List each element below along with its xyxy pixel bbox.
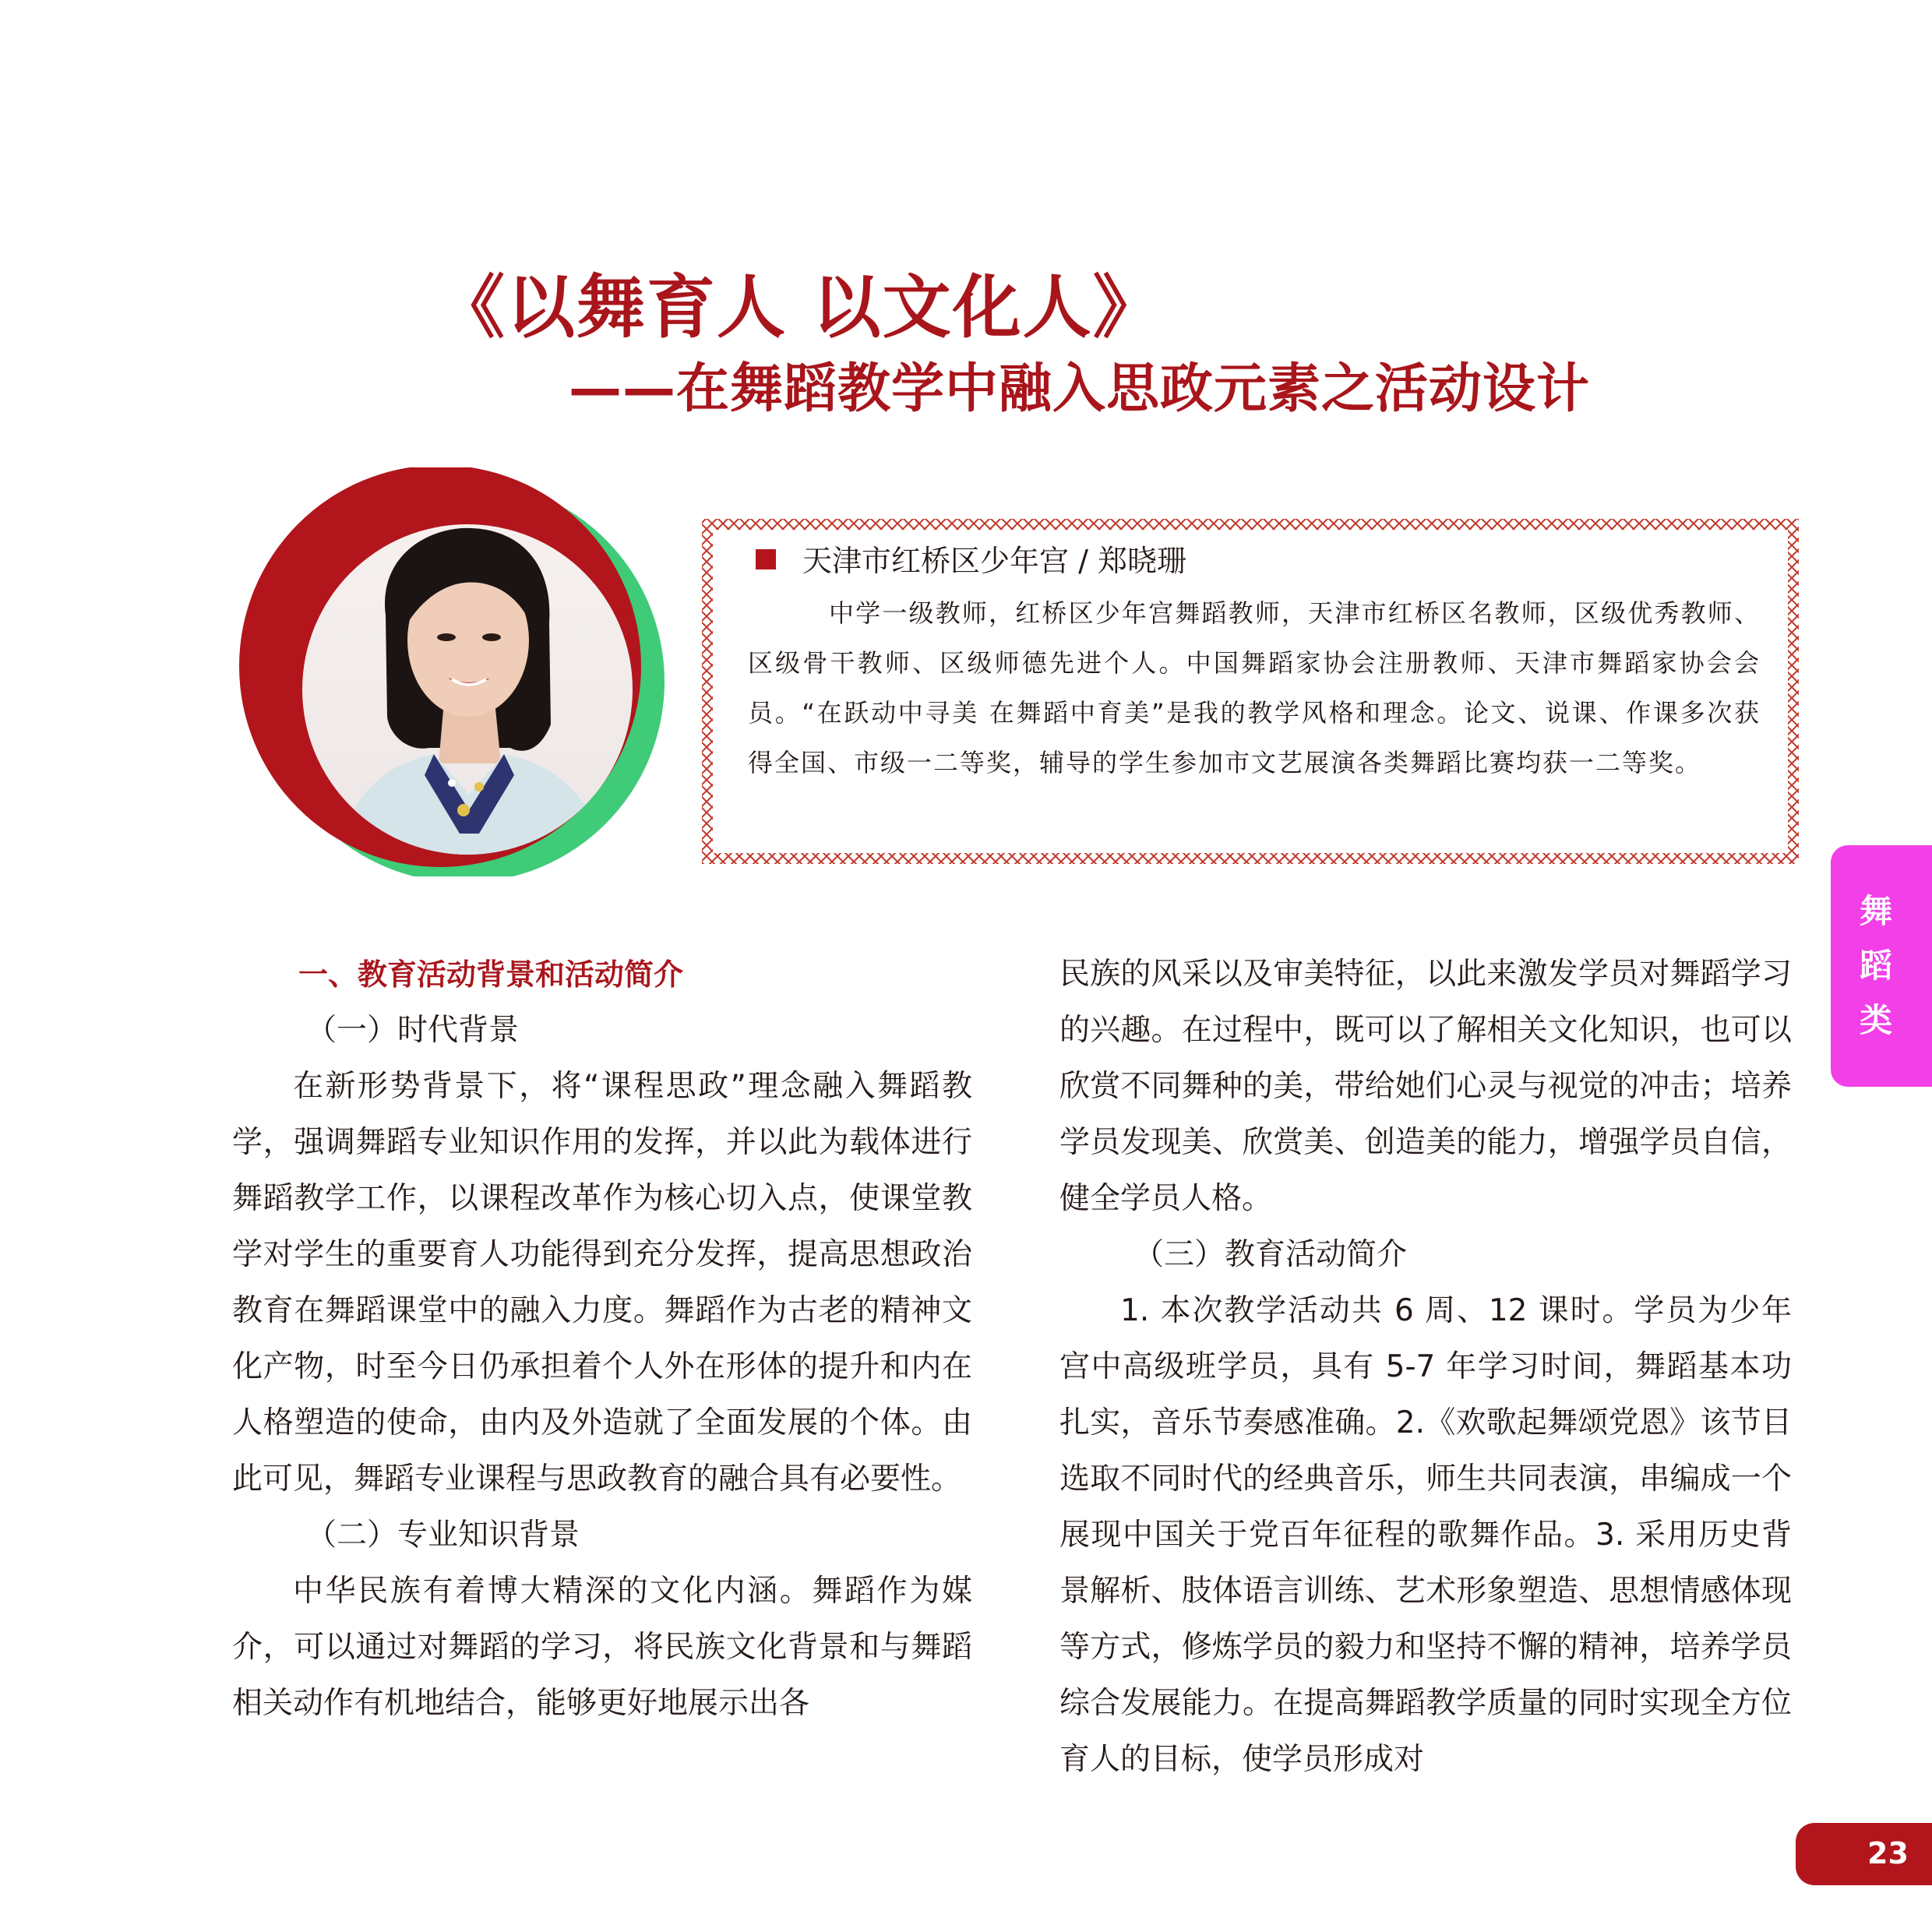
section-heading: 一、教育活动背景和活动简介 [298,957,684,992]
page-number: 23 [1867,1836,1909,1870]
category-char-2: 蹈 [1859,947,1892,985]
article-title: 《以舞育人 以文化人》 [436,267,1163,347]
author-portrait [230,467,666,876]
article-column-left [232,947,972,1732]
bullet-square-icon [756,549,776,569]
paragraph: 民族的风采以及审美特征，以此来激发学员对舞蹈学习的兴趣。在过程中，既可以了解相关文化知识，也可以欣赏不同舞种的美，带给她们心灵与视觉的冲击；培养学员发现美、欣赏美、创造美的能力，增强学员自信，健全学员人格。 [1059,957,1792,1216]
author-affiliation [756,538,1186,584]
paragraph: 中华民族有着博大精深的文化内涵。舞蹈作为媒介，可以通过对舞蹈的学习，将民族文化背景和与舞蹈相关动作有机地结合，能够更好地展示出各 [232,1574,972,1721]
page-number-tab [1796,1823,1932,1885]
subsection-heading: （三）教育活动简介 [1133,1237,1408,1272]
category-char-3: 类 [1859,1001,1892,1039]
article-subtitle: ——在舞蹈教学中融入思政元素之活动设计 [569,358,1591,420]
subsection-heading: （一）时代背景 [306,1013,520,1048]
subsection-heading: （二）专业知识背景 [306,1518,580,1553]
category-char-1: 舞 [1859,892,1892,930]
paragraph: 1. 本次教学活动共 6 周、12 课时。学员为少年宫中高级班学员，具有 5-7 年学习时间，舞蹈基本功扎实，音乐节奏感准确。2.《欢歌起舞颂党恩》该节目选取不同时代的经典音乐，师生共同表演，串编成一个展现中国关于党百年征程的歌舞作品。3. 采用历史背景解析、肢体语言训练、艺术形象塑造、思想情感体现等方式，修炼学员的毅力和坚持不懈的精神，培养学员综合发展能力。在提高舞蹈教学质量的同时实现全方位育人的目标，使学员形成对 [1059,1293,1792,1777]
category-tab [1831,845,1932,1087]
article-column-right [1059,947,1792,1788]
author-bio: 中学一级教师，红桥区少年宫舞蹈教师，天津市红桥区名教师，区级优秀教师、区级骨干教师、区级师德先进个人。中国舞蹈家协会注册教师、天津市舞蹈家协会会员。“在跃动中寻美 在舞蹈中育美”是我的教学风格和理念。论文、说课、作课多次获得全国、市级一二等奖，辅导的学生参加市文艺展演各类舞蹈比赛均获一二等奖。 [748,598,1761,777]
paragraph: 在新形势背景下，将“课程思政”理念融入舞蹈教学，强调舞蹈专业知识作用的发挥，并以此为载体进行舞蹈教学工作，以课程改革作为核心切入点，使课堂教学对学生的重要育人功能得到充分发挥，提高思想政治教育在舞蹈课堂中的融入力度。舞蹈作为古老的精神文化产物，时至今日仍承担着个人外在形体的提升和内在人格塑造的使命，由内及外造就了全面发展的个体。由此可见，舞蹈专业课程与思政教育的融合具有必要性。 [232,1069,972,1497]
author-affiliation-text: 天津市红桥区少年宫 / 郑晓珊 [802,544,1186,578]
